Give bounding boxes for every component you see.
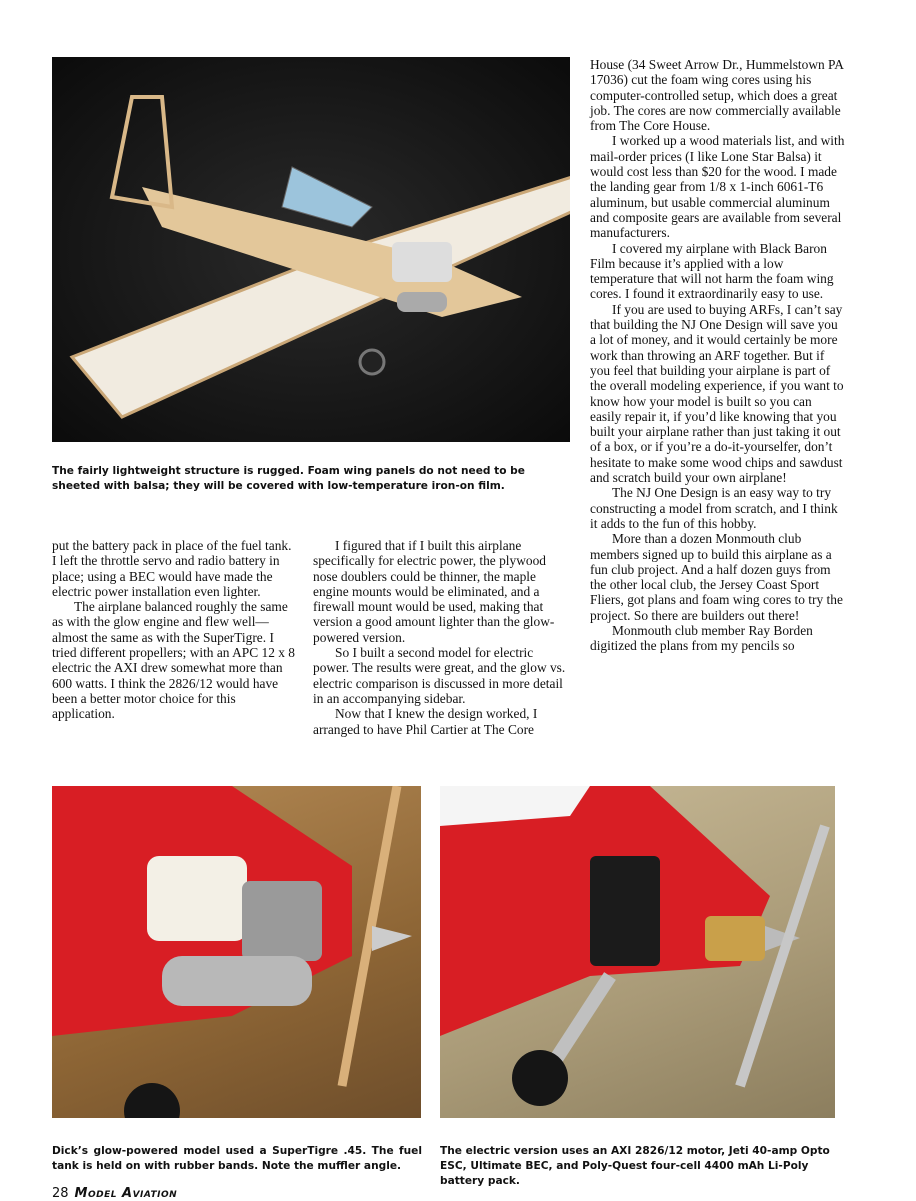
text-column-1 (52, 538, 297, 722)
page-footer (52, 1186, 177, 1201)
electric-model-illustration (440, 786, 835, 1118)
paragraph: House (34 Sweet Arrow Dr., Hummelstown PA 17036) cut the foam wing cores using his computer-controlled setup, which does a great job. The cores are now commercially available from The Core House. (590, 57, 844, 134)
text-column-2 (313, 538, 567, 737)
page-number: 28 (52, 1186, 69, 1201)
paragraph: I worked up a wood materials list, and with mail-order prices (I like Lone Star Balsa) it would cost less than $20 for the wood. I made the landing gear from 1/8 x 1-inch 6061-T6 aluminum, but usable commercial aluminum and composite gears are available from several manufacturers. (590, 133, 845, 241)
photo-electric-motor (440, 786, 835, 1118)
magazine-name: Model Aviation (74, 1186, 178, 1201)
text-column-3 (590, 57, 846, 654)
top-photo-caption: The fairly lightweight structure is rugged. Foam wing panels do not need to be sheeted with balsa; they will be covered with low-temperature iron-on film. (52, 465, 525, 492)
bottom-right-caption: The electric version uses an AXI 2826/12 motor, Jeti 40-amp Opto ESC, Ultimate BEC, and Poly-Quest four-cell 4400 mAh Li-Poly battery pack. (440, 1145, 830, 1187)
paragraph: put the battery pack in place of the fuel tank. I left the throttle servo and radio battery in place; using a BEC would have made the electric power installation even lighter. (52, 538, 292, 599)
paragraph: The NJ One Design is an easy way to try constructing a model from scratch, and I think it adds to the fun of this hobby. (590, 485, 838, 531)
paragraph: The airplane balanced roughly the same as with the glow engine and flew well—almost the same as with the SuperTigre. I tried different propellers; with an APC 12 x 8 electric the AXI drew somewhat more than 600 watts. I think the 2826/12 would have been a better motor choice for this application. (52, 599, 295, 722)
bottom-left-caption: Dick’s glow-powered model used a SuperTigre .45. The fuel tank is held on with rubber bands. Note the muffler angle. (52, 1145, 422, 1172)
paragraph: So I built a second model for electric power. The results were great, and the glow vs. electric comparison is discussed in more detail in an accompanying sidebar. (313, 645, 566, 706)
photo-glow-engine (52, 786, 421, 1118)
glow-model-illustration (52, 786, 421, 1118)
airframe-illustration (52, 57, 570, 442)
paragraph: Monmouth club member Ray Borden digitized the plans from my pencils so (590, 622, 813, 654)
paragraph: I covered my airplane with Black Baron Film because it’s applied with a low temperature that will not harm the foam wing cores. I found it extraordinarily easy to use. (590, 240, 834, 302)
paragraph: I figured that if I built this airplane specifically for electric power, the plywood nose doublers could be thinner, the maple engine mounts would be eliminated, and a firewall mount would be used, making that version a good amount lighter than the glow-powered version. (313, 538, 555, 645)
paragraph: Now that I knew the design worked, I arranged to have Phil Cartier at The Core (313, 706, 538, 737)
photo-balsa-airframe (52, 57, 570, 442)
paragraph: More than a dozen Monmouth club members signed up to build this airplane as a fun club project. And a half dozen guys from the other local club, the Jersey Coast Sport Fliers, got plans and foam wing cores to try the project. So there are builders out there! (590, 531, 843, 623)
paragraph: If you are used to buying ARFs, I can’t say that building the NJ One Design will save you a lot of money, and it would certainly be more work than throwing an ARF together. But if you feel that building your airplane is part of the overall modeling experience, if you want to know how your model is built so you can easily repair it, if you’d like knowing that you built your airplane rather than just taking it out of a box, or if you’re a do-it-yourselfer, don’t hesitate to make some wood chips and sawdust and scratch build your own airplane! (590, 301, 844, 486)
